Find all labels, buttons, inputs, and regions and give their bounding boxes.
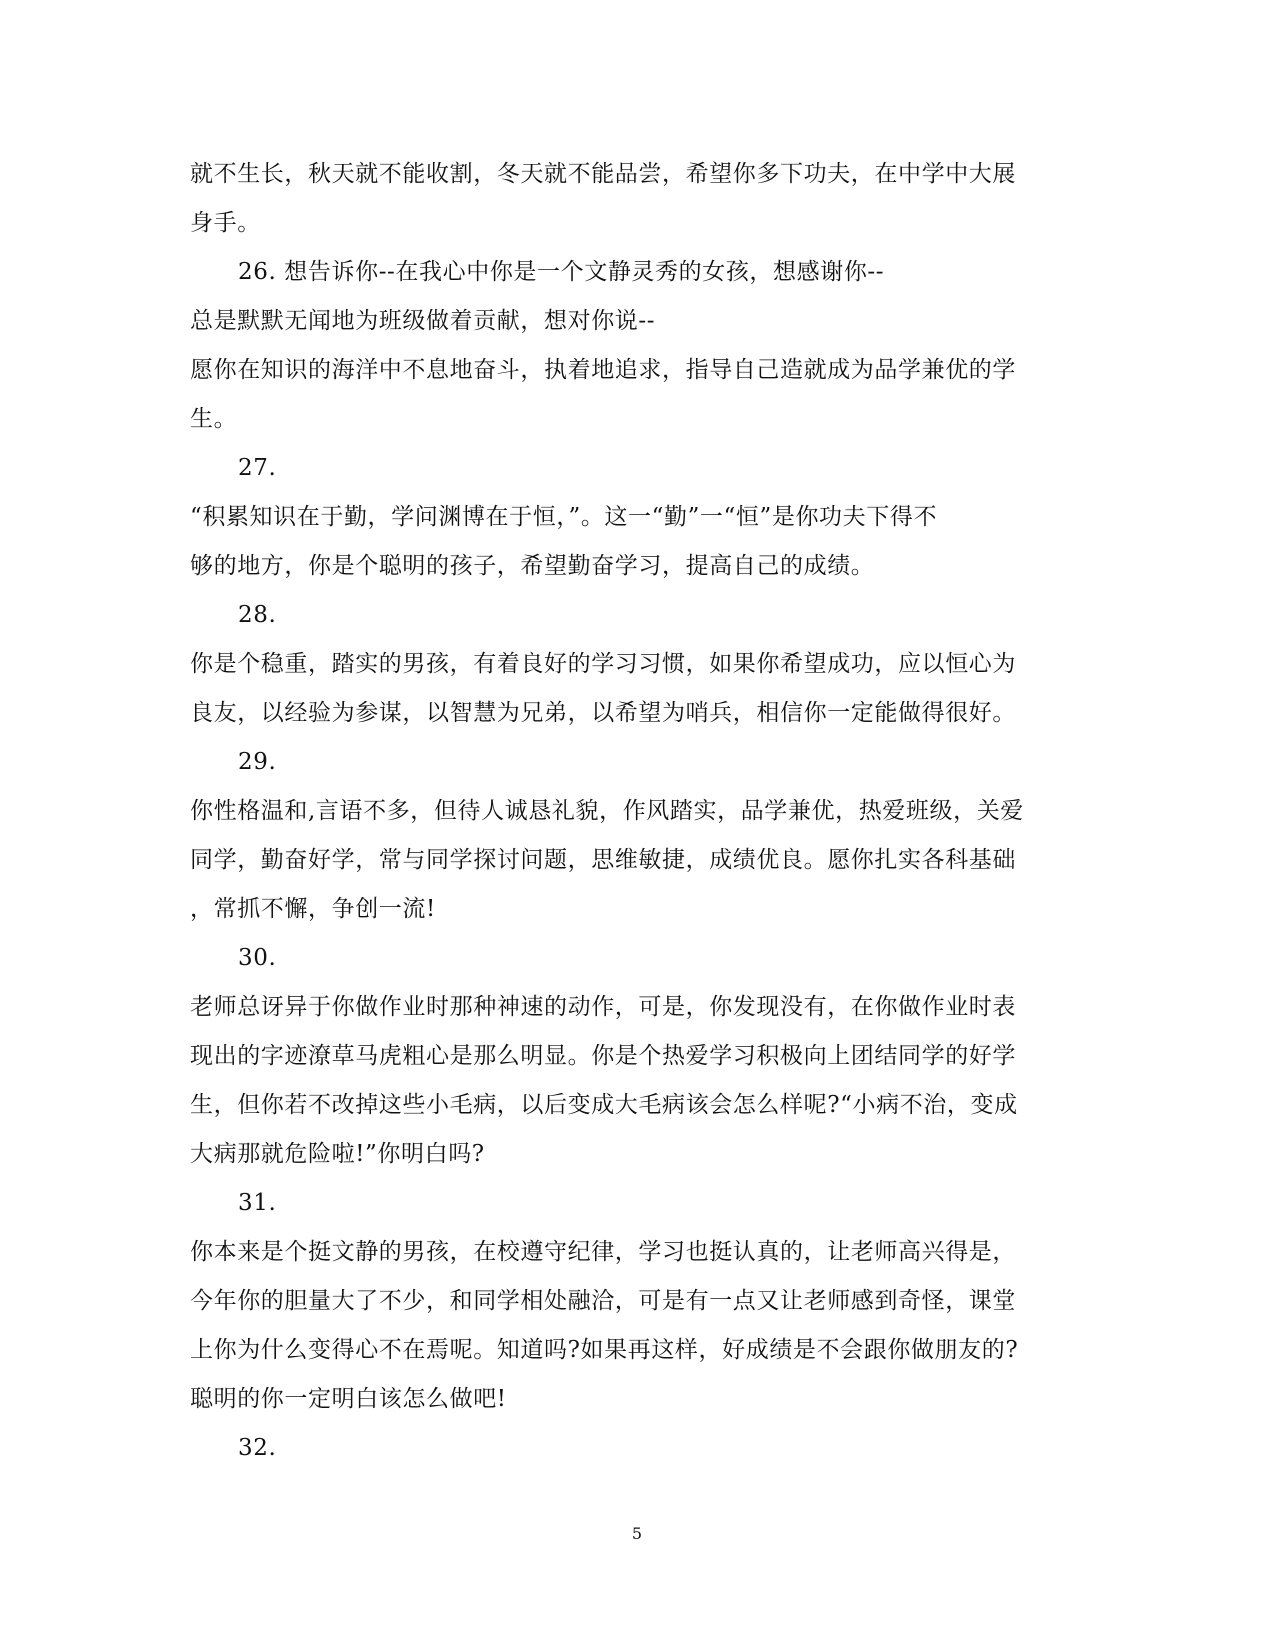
text-line: 现出的字迹潦草马虎粗心是那么明显。你是个热爱学习积极向上团结同学的好学: [190, 1043, 1016, 1069]
text-line: “积累知识在于勤，学问渊博在于恒，”。这一“勤”一“恒”是你功夫下得不: [190, 504, 938, 530]
text-line: 聪明的你一定明白该怎么做吧!: [190, 1386, 507, 1412]
text-line: 身手。: [190, 210, 261, 236]
text-line: 上你为什么变得心不在焉呢。知道吗?如果再这样，好成绩是不会跟你做朋友的?: [190, 1337, 1019, 1363]
text-line: 29.: [238, 749, 277, 775]
text-line: 同学，勤奋好学，常与同学探讨问题，思维敏捷，成绩优良。愿你扎实各科基础: [190, 847, 1016, 873]
text-line: 良友，以经验为参谋，以智慧为兄弟，以希望为哨兵，相信你一定能做得很好。: [190, 700, 1016, 726]
document-body: [190, 150, 1090, 1473]
text-line: 30.: [238, 945, 277, 971]
text-line: 生，但你若不改掉这些小毛病，以后变成大毛病该会怎么样呢?“小病不治，变成: [190, 1092, 1018, 1118]
text-line: 愿你在知识的海洋中不息地奋斗，执着地追求，指导自己造就成为品学兼优的学: [190, 357, 1016, 383]
text-line: 26. 想告诉你--在我心中你是一个文静灵秀的女孩，想感谢你--: [238, 259, 885, 285]
text-line: 够的地方，你是个聪明的孩子，希望勤奋学习，提高自己的成绩。: [190, 553, 875, 579]
text-line: 你是个稳重，踏实的男孩，有着良好的学习习惯，如果你希望成功，应以恒心为: [190, 651, 1016, 677]
text-line: 总是默默无闻地为班级做着贡献，想对你说--: [190, 308, 656, 334]
text-line: 你性格温和,言语不多，但待人诚恳礼貌，作风踏实，品学兼优，热爱班级，关爱: [190, 798, 1024, 824]
text-line: 就不生长，秋天就不能收割，冬天就不能品尝，希望你多下功夫，在中学中大展: [190, 161, 1016, 187]
text-line: 生。: [190, 406, 238, 432]
text-line: 27.: [238, 455, 277, 481]
text-line: 32.: [238, 1435, 277, 1461]
text-line: 31.: [238, 1190, 277, 1216]
text-line: 老师总讶异于你做作业时那种神速的动作，可是，你发现没有，在你做作业时表: [190, 994, 1016, 1020]
text-line: 今年你的胆量大了不少，和同学相处融洽，可是有一点又让老师感到奇怪，课堂: [190, 1288, 1016, 1314]
page-number: 5: [631, 1524, 643, 1543]
text-line: 你本来是个挺文静的男孩，在校遵守纪律，学习也挺认真的，让老师高兴得是，: [190, 1239, 1016, 1265]
text-line: 28.: [238, 602, 277, 628]
text-line: ，常抓不懈，争创一流!: [190, 896, 436, 922]
text-line: 大病那就危险啦!”你明白吗?: [190, 1141, 485, 1167]
